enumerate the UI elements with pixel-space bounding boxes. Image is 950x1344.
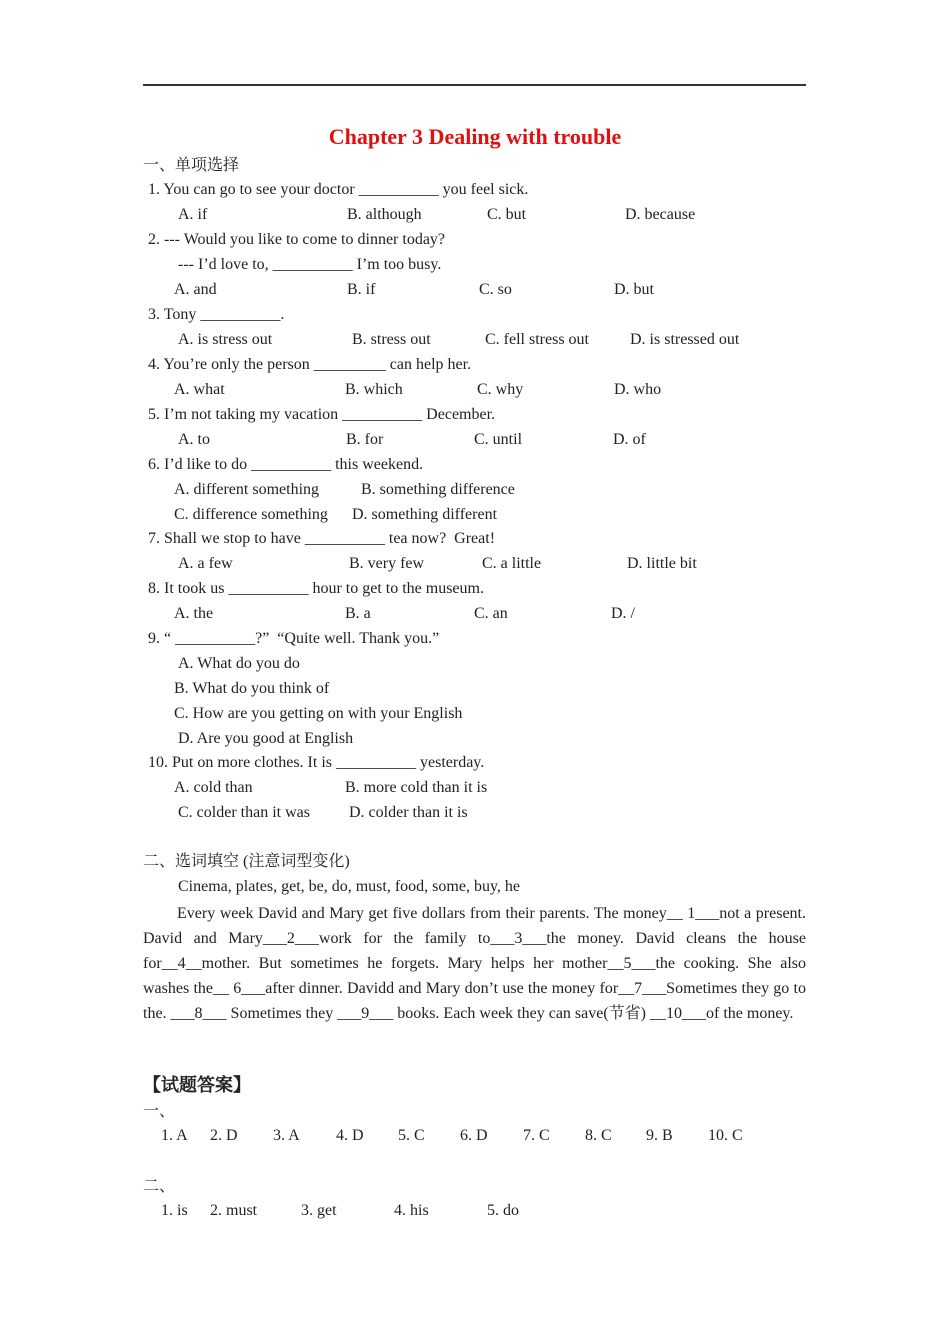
question-2-option-c: C. so xyxy=(479,281,512,298)
answer-2-3: 3. get xyxy=(301,1202,337,1219)
question-4-stem: 4. You’re only the person _________ can help her. xyxy=(148,356,472,373)
answer-1-6: 6. D xyxy=(460,1127,488,1144)
answer-1-3: 3. A xyxy=(273,1127,300,1144)
header-rule xyxy=(143,84,806,86)
question-8-stem: 8. It took us __________ hour to get to the museum. xyxy=(148,580,484,597)
question-6-stem: 6. I’d like to do __________ this weekend. xyxy=(148,456,424,473)
answers-section1-label: 一、 xyxy=(143,1103,176,1120)
question-5-option-a: A. to xyxy=(178,431,210,448)
question-5-option-b: B. for xyxy=(346,431,384,448)
question-8-option-b: B. a xyxy=(345,605,371,622)
question-5-option-d: D. of xyxy=(613,431,646,448)
question-8-option-d: D. / xyxy=(611,605,635,622)
answer-1-4: 4. D xyxy=(336,1127,364,1144)
question-7-stem: 7. Shall we stop to have __________ tea now? Great! xyxy=(148,530,496,547)
question-6-option-d: D. something different xyxy=(352,506,498,523)
answer-1-1: 1. A xyxy=(161,1127,188,1144)
question-2-stem: 2. --- Would you like to come to dinner today? xyxy=(148,231,446,248)
question-10-stem: 10. Put on more clothes. It is __________ yesterday. xyxy=(148,754,485,771)
question-9-option-a: A. What do you do xyxy=(178,655,300,672)
question-9-stem: 9. “ __________?” “Quite well. Thank you.” xyxy=(148,630,440,647)
question-2-option-d: D. but xyxy=(614,281,654,298)
section1-heading: 一、单项选择 xyxy=(143,157,240,174)
question-10-option-c: C. colder than it was xyxy=(178,804,310,821)
answer-2-1: 1. is xyxy=(161,1202,188,1219)
answer-1-9: 9. B xyxy=(646,1127,673,1144)
answer-1-5: 5. C xyxy=(398,1127,425,1144)
question-8-option-c: C. an xyxy=(474,605,508,622)
cloze-passage xyxy=(143,901,806,1026)
question-6-option-a: A. different something xyxy=(174,481,320,498)
question-1-option-c: C. but xyxy=(487,206,527,223)
question-2-stem-reply: --- I’d love to, __________ I’m too busy. xyxy=(178,256,442,273)
answer-2-4: 4. his xyxy=(394,1202,429,1219)
question-4-option-d: D. who xyxy=(614,381,662,398)
question-3-stem: 3. Tony __________. xyxy=(148,306,285,323)
question-1-stem: 1. You can go to see your doctor __________ you feel sick. xyxy=(148,181,529,198)
question-3-option-a: A. is stress out xyxy=(178,331,273,348)
question-10-option-a: A. cold than xyxy=(174,779,253,796)
question-7-option-c: C. a little xyxy=(482,555,542,572)
answer-1-10: 10. C xyxy=(708,1127,743,1144)
question-5-option-c: C. until xyxy=(474,431,523,448)
answers-section2-label: 二、 xyxy=(143,1178,176,1195)
word-bank: Cinema, plates, get, be, do, must, food, some, buy, he xyxy=(178,878,521,895)
cloze-passage-text: Every week David and Mary get five dollars from their parents. The money__ 1___not a present. David and Mary___2___work for the family to___3___the money. David cleans the house for__4__mother. But sometimes he forgets. Mary helps her mother__5___the cooking. She also washes the__ 6___after dinner. Davidd and Mary don’t use the money for__7___Sometimes they go to the. ___8___ Sometimes they ___9___ books. Each week they can save(节省) __10___of the money. xyxy=(143,905,806,1022)
section2-heading: 二、选词填空 (注意词型变化) xyxy=(143,853,350,870)
question-4-option-b: B. which xyxy=(345,381,403,398)
question-3-option-b: B. stress out xyxy=(352,331,431,348)
question-8-option-a: A. the xyxy=(174,605,214,622)
question-4-option-a: A. what xyxy=(174,381,225,398)
question-6-option-c: C. difference something xyxy=(174,506,328,523)
answer-1-7: 7. C xyxy=(523,1127,550,1144)
question-10-option-b: B. more cold than it is xyxy=(345,779,488,796)
question-4-option-c: C. why xyxy=(477,381,524,398)
answer-1-2: 2. D xyxy=(210,1127,238,1144)
question-9-option-c: C. How are you getting on with your English xyxy=(174,705,463,722)
question-5-stem: 5. I’m not taking my vacation __________ December. xyxy=(148,406,496,423)
question-2-option-b: B. if xyxy=(347,281,376,298)
answers-heading: 【试题答案】 xyxy=(143,1075,251,1095)
question-2-option-a: A. and xyxy=(174,281,217,298)
question-9-option-b: B. What do you think of xyxy=(174,680,330,697)
question-10-option-d: D. colder than it is xyxy=(349,804,468,821)
answer-2-2: 2. must xyxy=(210,1202,258,1219)
question-1-option-b: B. although xyxy=(347,206,422,223)
question-1-option-d: D. because xyxy=(625,206,696,223)
page-title: Chapter 3 Dealing with trouble xyxy=(328,124,622,149)
answer-1-8: 8. C xyxy=(585,1127,612,1144)
question-3-option-c: C. fell stress out xyxy=(485,331,589,348)
question-1-option-a: A. if xyxy=(178,206,208,223)
question-7-option-a: A. a few xyxy=(178,555,233,572)
question-9-option-d: D. Are you good at English xyxy=(178,730,354,747)
question-7-option-b: B. very few xyxy=(349,555,425,572)
question-7-option-d: D. little bit xyxy=(627,555,697,572)
question-6-option-b: B. something difference xyxy=(361,481,515,498)
answer-2-5: 5. do xyxy=(487,1202,519,1219)
question-3-option-d: D. is stressed out xyxy=(630,331,740,348)
